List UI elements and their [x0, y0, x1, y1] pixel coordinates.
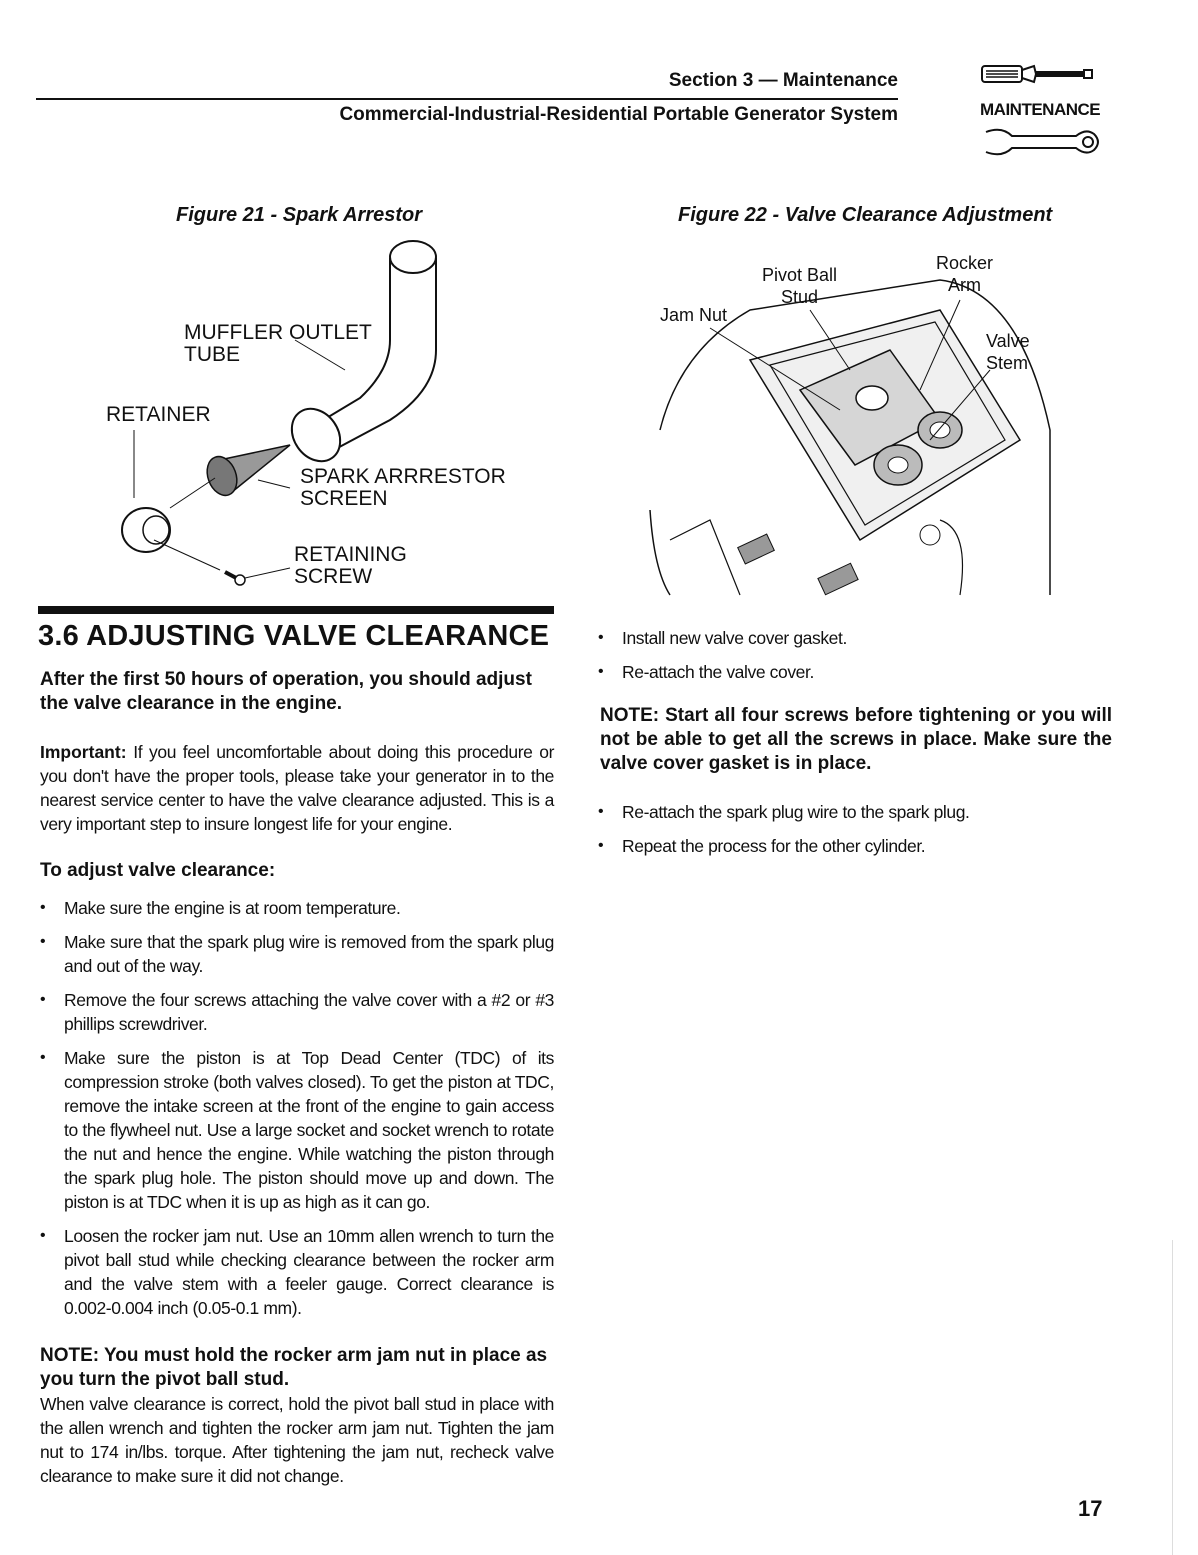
important-label: Important:	[40, 742, 127, 762]
list-item: • Repeat the process for the other cylinder.	[598, 836, 926, 856]
scan-edge-line	[1172, 1240, 1173, 1555]
list-item: • Make sure the piston is at Top Dead Center (TDC) of its compression stroke (both valves closed). To get the piston at TDC, remove the intake screen at the front of the engine to gain access to the flywheel nut. Use a large socket and socket wrench to rotate the nut and hence the engine. While watching the piston through the spark plug hole. The piston should move up and down. The piston is at TDC when it is up as high as it can go.	[40, 1048, 554, 1212]
list-item: • Remove the four screws attaching the valve cover with a #2 or #3 phillips screwdriver.	[40, 990, 554, 1034]
jam-nut-label: Jam Nut	[660, 305, 728, 325]
document-subtitle: Commercial-Industrial-Residential Portable Generator System	[339, 104, 898, 125]
section-intro: After the first 50 hours of operation, you should adjust the valve clearance in the engine.	[40, 669, 532, 714]
procedure-subheading: To adjust valve clearance:	[40, 860, 276, 881]
important-paragraph	[40, 740, 554, 836]
page-number: 17	[1078, 1496, 1103, 1521]
retainer-label: RETAINER	[106, 403, 211, 426]
figure-21-caption: Figure 21 - Spark Arrestor	[176, 204, 423, 226]
spark-arrestor-screen-label: SPARK ARRRESTOR SCREEN	[300, 465, 506, 510]
header-rule	[36, 98, 898, 100]
valve-clearance-diagram	[640, 240, 1080, 605]
section-rule	[38, 606, 554, 614]
figure-22-caption: Figure 22 - Valve Clearance Adjustment	[678, 204, 1053, 226]
pivot-ball-stud-label: Pivot Ball Stud	[762, 265, 838, 307]
reassembly-steps	[598, 626, 1118, 694]
muffler-outlet-label: MUFFLER OUTLET TUBE	[184, 321, 372, 366]
retaining-screw-label: RETAINING SCREW	[294, 543, 407, 588]
list-item: • Make sure that the spark plug wire is removed from the spark plug and out of the way.	[40, 932, 554, 976]
important-text: If you feel uncomfortable about doing this procedure or you don't have the proper tools, please take your generator in to the nearest service center to have the valve clearance adjusted. This is a very important step to insure longest life for your engine.	[40, 742, 554, 834]
list-item: • Make sure the engine is at room temperature.	[40, 898, 401, 918]
screws-note: NOTE: Start all four screws before tightening or you will not be able to get all the screws in place. Make sure the valve cover gasket is in place.	[600, 705, 1112, 774]
jam-nut-note: NOTE: You must hold the rocker arm jam nut in place as you turn the pivot ball stud.	[40, 1345, 548, 1390]
wrench-icon	[980, 124, 1104, 160]
valve-stem-label: Valve Stem	[986, 331, 1030, 373]
list-item: • Loosen the rocker jam nut. Use an 10mm allen wrench to turn the pivot ball stud while checking clearance between the rocker arm and the valve stem with a feeler gauge. Correct clearance is 0.002-0.004 inch (0.05-0.1 mm).	[40, 1226, 554, 1318]
list-item: • Re-attach the valve cover.	[598, 662, 814, 682]
jam-nut-note-body: When valve clearance is correct, hold the pivot ball stud in place with the allen wrench and tighten the rocker arm jam nut. Tighten the jam nut to 174 in/lbs. torque. After tightening the jam nut, recheck valve clearance to make sure it did not change.	[40, 1394, 554, 1486]
final-steps	[598, 800, 1118, 868]
procedure-steps	[40, 896, 554, 1330]
section-heading: 3.6 ADJUSTING VALVE CLEARANCE	[38, 620, 550, 652]
screwdriver-icon	[980, 62, 1100, 100]
rocker-arm-label: Rocker Arm	[936, 253, 994, 295]
section-title: Section 3 — Maintenance	[668, 70, 898, 91]
maintenance-label: MAINTENANCE	[980, 100, 1101, 119]
list-item: • Install new valve cover gasket.	[598, 628, 847, 648]
list-item: • Re-attach the spark plug wire to the spark plug.	[598, 802, 970, 822]
